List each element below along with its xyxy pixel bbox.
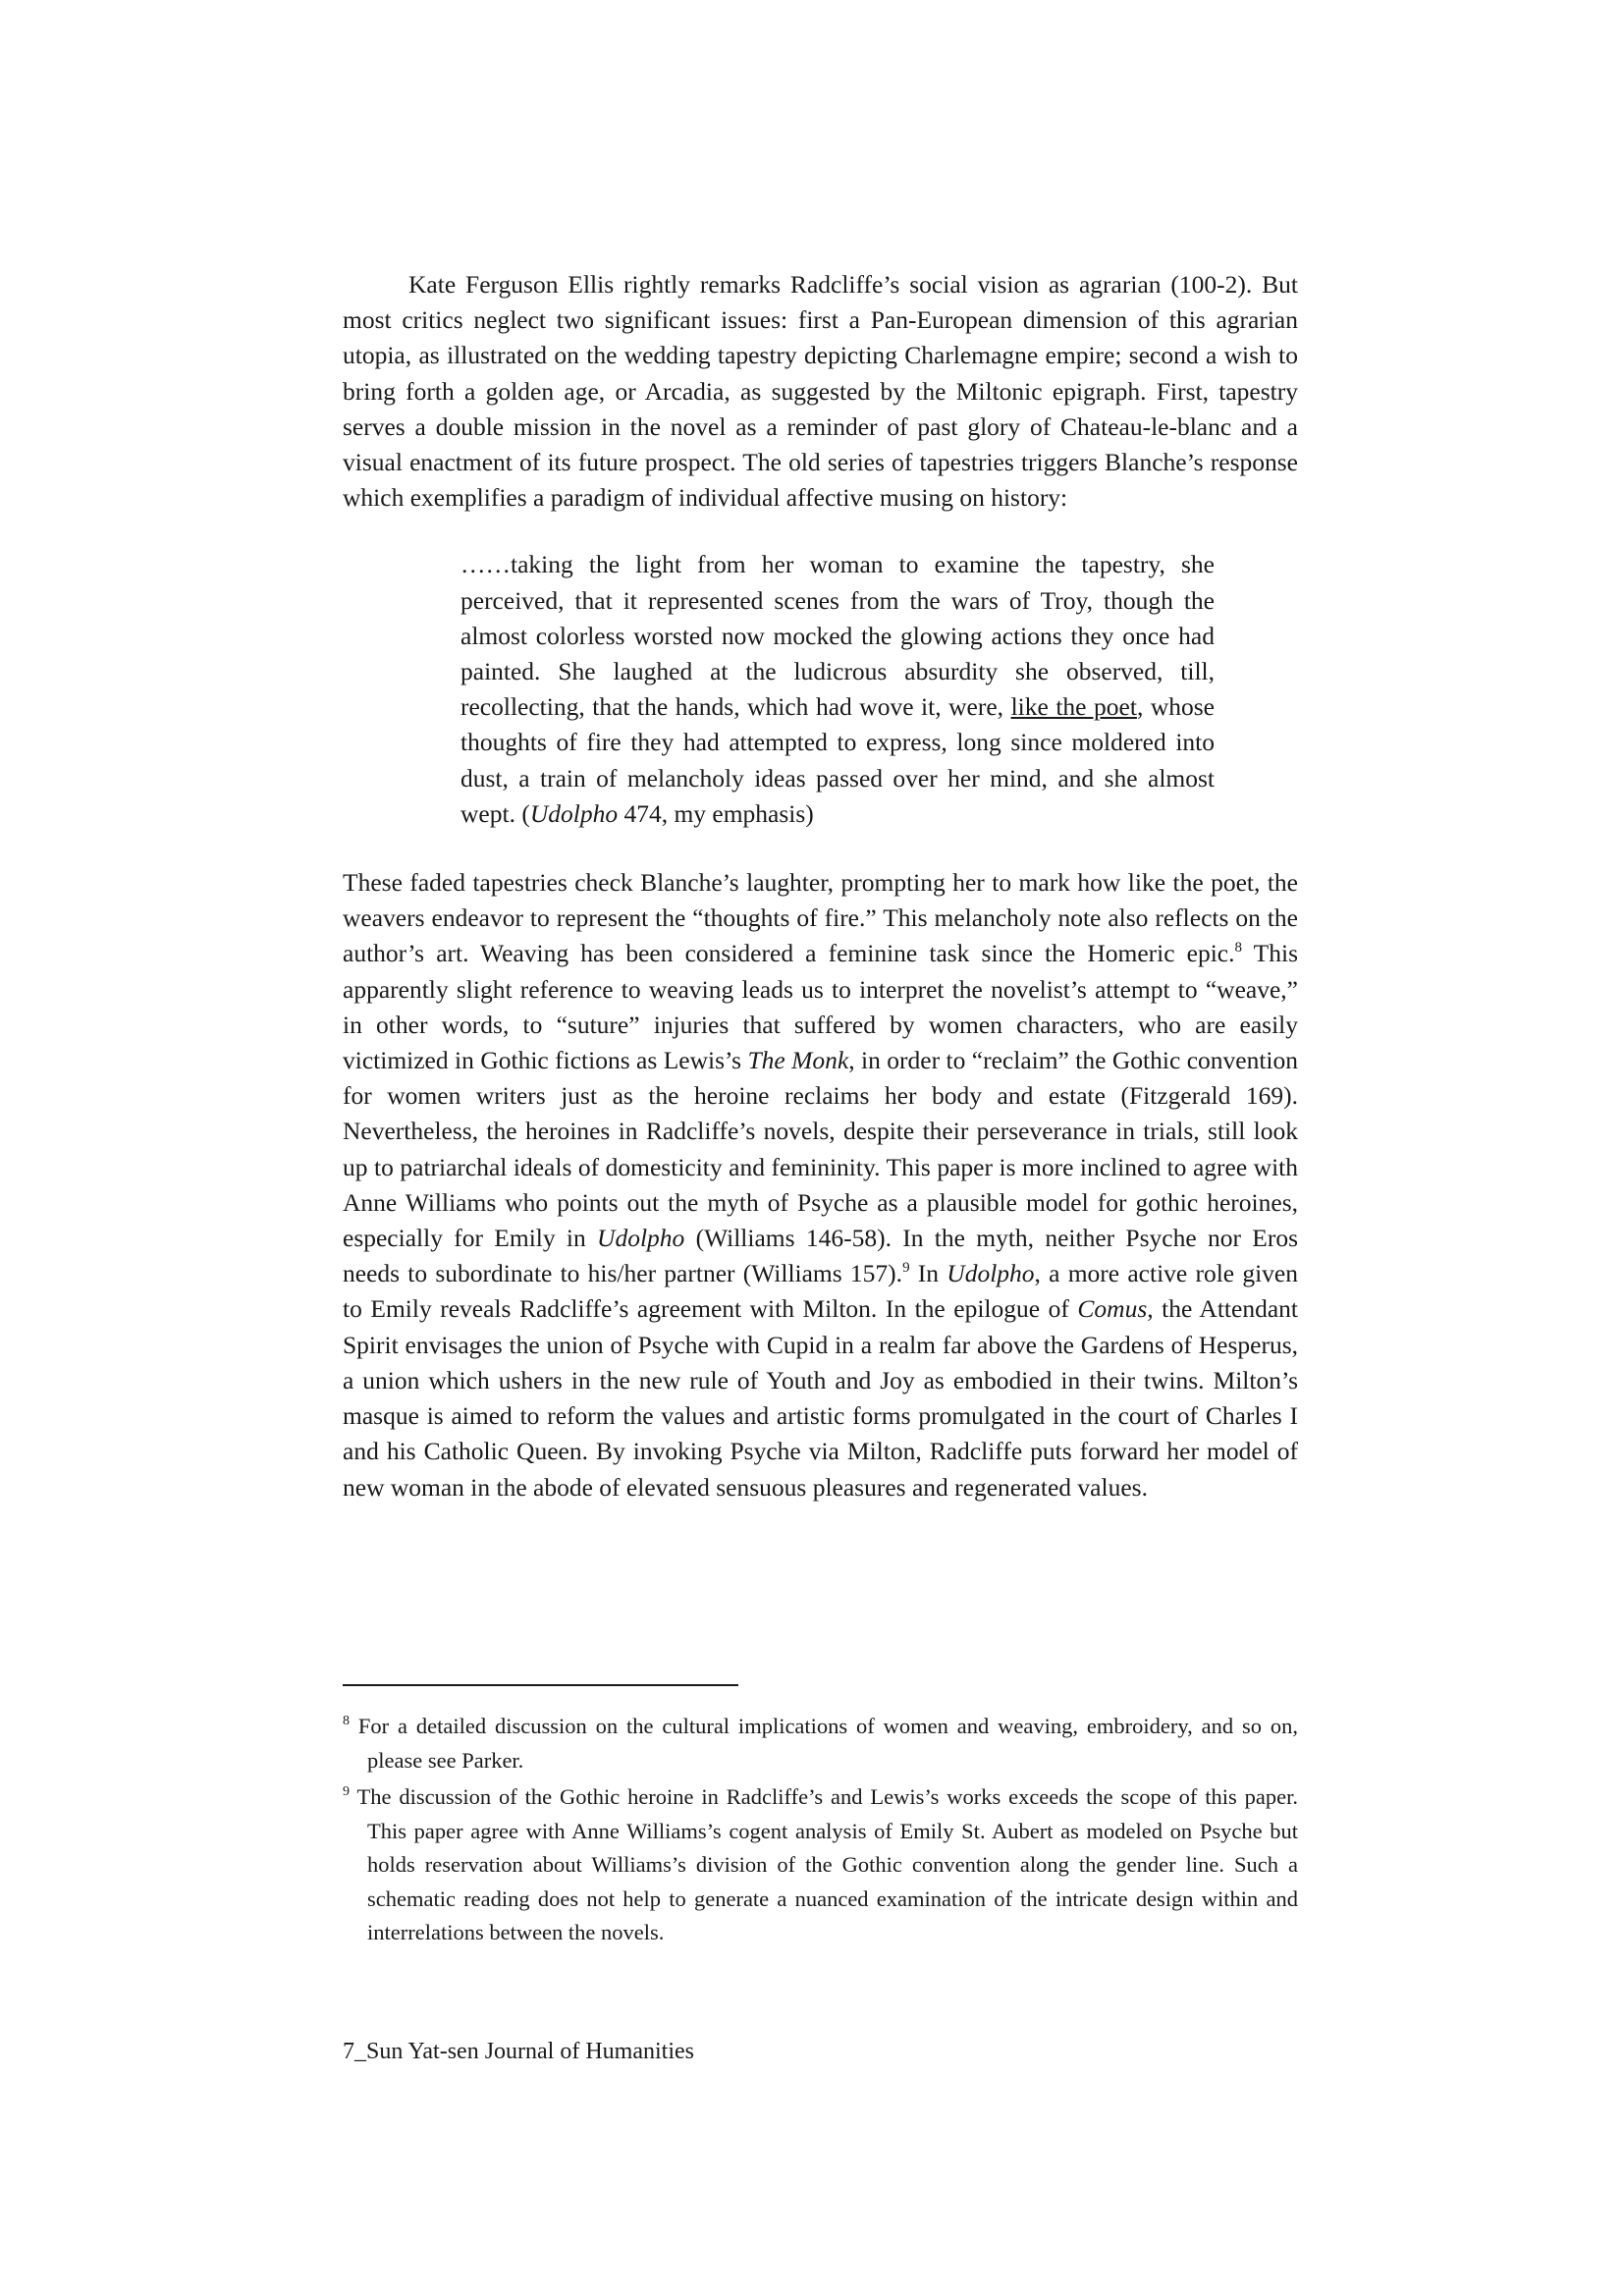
- title-udolpho: Udolpho: [597, 1224, 685, 1253]
- quote-text-1: ……taking the light from her woman to examine the tapestry, she perceived, that it represented scenes from the wars of Troy, though the almost colorless worsted now mocked the glowing actions they once had painted. She laughed at the ludicrous absurdity she observed, till, recollecting, that the hands, which had wove it, were,: [460, 550, 1215, 722]
- footnote-8: [343, 1710, 1298, 1777]
- footnote-ref-8: 8: [1234, 940, 1243, 957]
- para2-text-3: , in order to “reclaim” the Gothic convention for women writers just as the heroine reclaims her body and estate (Fitzgerald 169). Nevertheless, the heroines in Radcliffe’s novels, despite their perseverance in trials, still look up to patriarchal ideals of domesticity and femininity. This paper is more inclined to agree with Anne Williams who points out the myth of Psyche as a plausible model for gothic heroines, especially for Emily in: [343, 1046, 1299, 1253]
- footnote-text: The discussion of the Gothic heroine in Radcliffe’s and Lewis’s works exceeds the scope of this paper. This paper agree with Anne Williams’s cogent analysis of Emily St. Aubert as modeled on Psyche but holds reservation about Williams’s division of the Gothic convention along the gender line. Such a schematic reading does not help to generate a nuanced examination of the intricate design within and interrelations between the novels.: [350, 1784, 1298, 1944]
- quote-citation: 474, my emphasis): [618, 798, 814, 828]
- para2-text-6: , a more active role given to Emily reveals Radcliffe’s agreement with Milton. In the epilogue of: [343, 1259, 1298, 1324]
- para2-text-4: (Williams 146-58). In the myth, neither Psyche nor Eros needs to subordinate to his/her partner (Williams 157).: [343, 1224, 1298, 1288]
- quote-title: Udolpho: [529, 798, 619, 828]
- block-quote: [460, 547, 1215, 832]
- title-udolpho: Udolpho: [947, 1259, 1035, 1288]
- para2-text-2: This apparently slight reference to weaving leads us to interpret the novelist’s attempt to “weave,” in other words, to “suture” injuries that suffered by women characters, who are easily victimized in Gothic fictions as Lewis’s: [343, 939, 1299, 1075]
- footnote-number: 8: [343, 1714, 350, 1728]
- para2-text-5: In: [909, 1259, 947, 1288]
- para2-text-7: , the Attendant Spirit envisages the union of Psyche with Cupid in a realm far above the Gardens of Hesperus, a union which ushers in the new rule of Youth and Joy as embodied in their twins. Milton’s masque is aimed to reform the values and artistic forms promulgated in the court of Charles I and his Catholic Queen. By invoking Psyche via Milton, Radcliffe puts forward her model of new woman in the abode of elevated sensuous pleasures and regenerated values.: [343, 1294, 1298, 1502]
- title-the-monk: The Monk: [747, 1046, 849, 1075]
- footnote-9: [343, 1780, 1298, 1950]
- page-footer: 7_Sun Yat-sen Journal of Humanities: [343, 2039, 694, 2064]
- paragraph-1: Kate Ferguson Ellis rightly remarks Radcliffe’s social vision as agrarian (100-2). But most critics neglect two significant issues: first a Pan-European dimension of this agrarian utopia, as illustrated on the wedding tapestry depicting Charlemagne empire; second a wish to bring forth a golden age, or Arcadia, as suggested by the Miltonic epigraph. First, tapestry serves a double mission in the novel as a reminder of past glory of Chateau-le-blanc and a visual enactment of its future prospect. The old series of tapestries triggers Blanche’s response which exemplifies a paradigm of individual affective musing on history:: [343, 270, 1298, 513]
- quote-underlined-phrase: like the poet: [1010, 692, 1137, 722]
- title-comus: Comus: [1077, 1294, 1148, 1324]
- footnote-ref-9: 9: [902, 1260, 910, 1277]
- paragraph-2: [343, 865, 1298, 1505]
- quote-text-2: , whose thoughts of fire they had attempted to express, long since moldered into dust, a train of melancholy ideas passed over her mind, and she almost wept. (: [460, 692, 1215, 828]
- footnote-text: For a detailed discussion on the cultural implications of women and weaving, embroidery, and so on, please see Parker.: [350, 1714, 1298, 1773]
- footnotes: [343, 1710, 1298, 1953]
- footnote-divider: [343, 1684, 738, 1686]
- para2-text-1: These faded tapestries check Blanche’s laughter, prompting her to mark how like the poet, the weavers endeavor to represent the “thoughts of fire.” This melancholy note also reflects on the author’s art. Weaving has been considered a feminine task since the Homeric epic.: [343, 868, 1298, 968]
- footnote-number: 9: [343, 1784, 350, 1799]
- main-text: [343, 267, 1298, 1505]
